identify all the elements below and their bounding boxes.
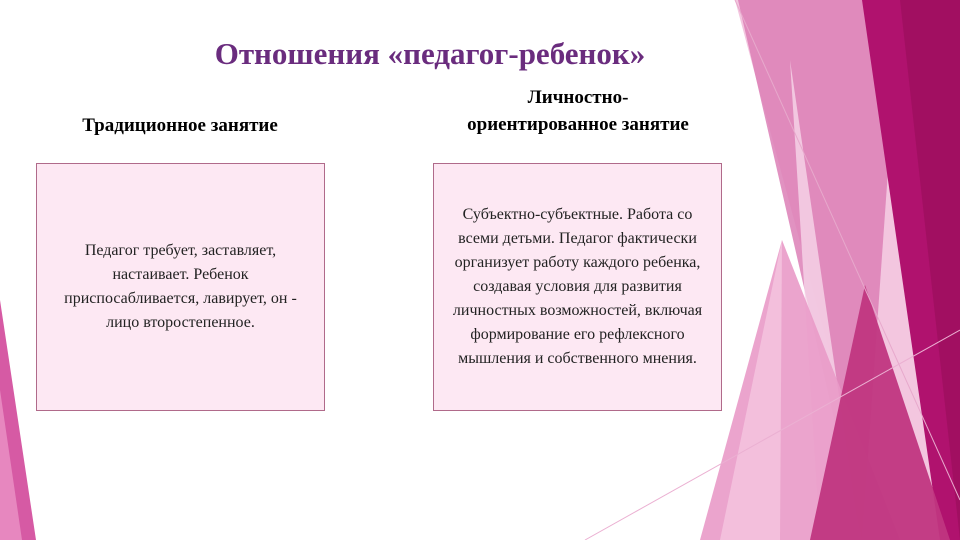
heading-line: Личностно- [527, 87, 629, 108]
slide-title: Отношения «педагог-ребенок» [214, 36, 646, 71]
person-oriented-description-box [433, 163, 722, 411]
box-text: Субъектно-субъектные. Работа со всеми детьми. Педагог фактически организует работу каждого ребенка, создавая условия для развития личностных возможностей, включая формирование его рефлексного мышления и собственного мнения. [452, 206, 703, 367]
heading-line: ориентированное занятие [467, 114, 689, 135]
box-text: Педагог требует, заставляет, настаивает. Ребенок приспосабливается, лавирует, он - лицо второстепенное. [64, 242, 297, 331]
column-heading-traditional [40, 112, 320, 139]
traditional-description-box [36, 163, 325, 411]
column-heading-person-oriented [418, 84, 738, 138]
heading-line: Традиционное занятие [82, 115, 278, 136]
